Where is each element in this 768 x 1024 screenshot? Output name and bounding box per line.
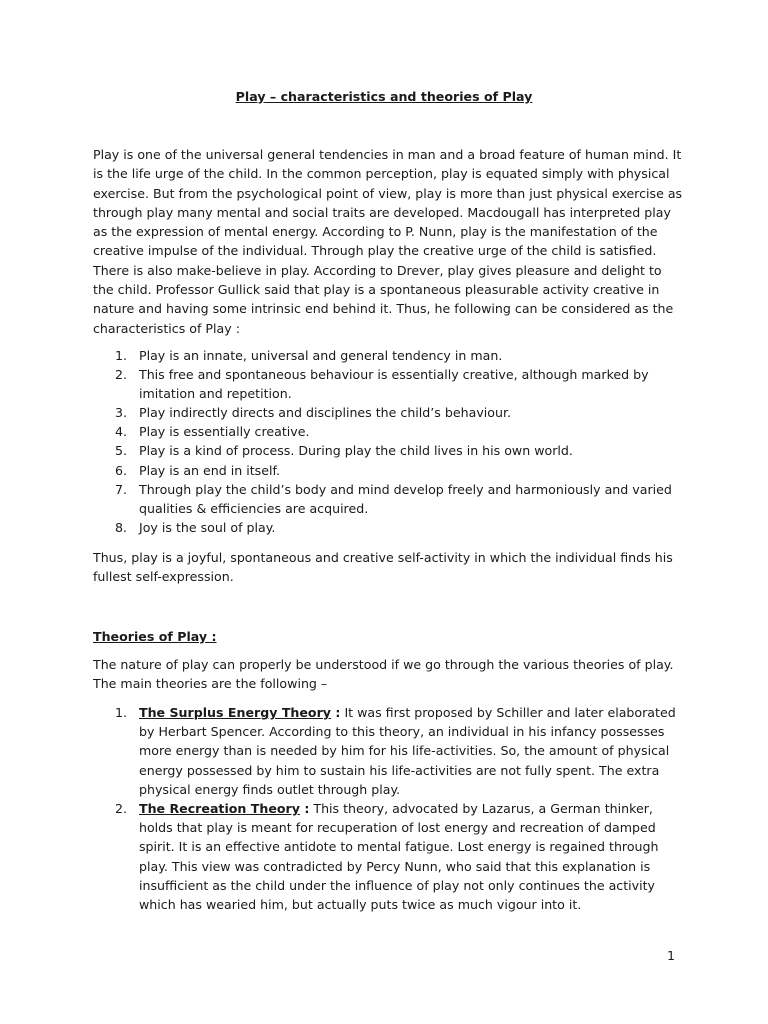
list-item: 8. Joy is the soul of play. xyxy=(115,519,276,535)
theory-name: The Surplus Energy Theory xyxy=(139,705,332,720)
theories-heading: Theories of Play : xyxy=(93,629,217,644)
theories-intro-paragraph: The nature of play can properly be understood if we go through the various theories of play. The main theories are the following – xyxy=(93,657,674,692)
list-item: 7. Through play the child’s body and mind develop freely and harmoniously and varied qualities & efficiencies are acquired. xyxy=(115,481,672,516)
document-title: Play – characteristics and theories of Play xyxy=(235,89,533,104)
theory-name: The Recreation Theory xyxy=(139,801,300,817)
theories-list xyxy=(93,703,683,914)
summary-paragraph: Thus, play is a joyful, spontaneous and creative self-activity in which the individual finds his fullest self-expression. xyxy=(93,550,673,585)
list-item: 1. Play is an innate, universal and general tendency in man. xyxy=(115,348,503,363)
page-number: 1 xyxy=(666,948,675,963)
list-item: 5. Play is a kind of process. During play the child lives in his own world. xyxy=(115,443,573,459)
list-item: 6. Play is an end in itself. xyxy=(115,462,281,478)
intro-paragraph: Play is one of the universal general tendencies in man and a broad feature of human mind. It is the life urge of the child. In the common perception, play is equated simply with physical exercise. But from the psychological point of view, play is more than just physical exercise as through play many mental and social traits are developed. Macdougall has interpreted play as the expression of mental energy. According to P. Nunn, play is the manifestation of the creative impulse of the individual. Through play the creative urge of the child is satisfied. There is also make-believe in play. According to Drever, play gives pleasure and delight to the child. Professor Gullick said that play is a spontaneous pleasurable activity creative in nature and having some intrinsic end behind it. Thus, he following can be considered as the characteristics of Play : xyxy=(93,147,683,336)
list-item: 4. Play is essentially creative. xyxy=(115,424,310,440)
list-item: 2. This free and spontaneous behaviour is essentially creative, although marked by imitation and repetition. xyxy=(115,367,649,402)
list-item: 2. The Recreation Theory : This theory, advocated by Lazarus, a German thinker, holds that play is meant for recuperation of lost energy and recreation of damped spirit. It is an effective antidote to mental fatigue. Lost energy is regained through play. This view was contradicted by Percy Nunn, who said that this explanation is insufficient as the child under the influence of play not only continues the activity which has wearied him, but actually puts twice as much vigour into it. xyxy=(115,801,659,913)
list-item: 3. Play indirectly directs and disciplines the child’s behaviour. xyxy=(115,405,511,421)
list-item: 1. The Surplus Energy Theory : It was first proposed by Schiller and later elaborated by Herbart Spencer. According to this theory, an individual in his infancy possesses more energy than is needed by him for his life-activities. So, the amount of physical energy possessed by him to sustain his life-activities are not fully spent. The extra physical energy finds outlet through play. xyxy=(115,705,676,797)
characteristics-list xyxy=(93,346,683,537)
